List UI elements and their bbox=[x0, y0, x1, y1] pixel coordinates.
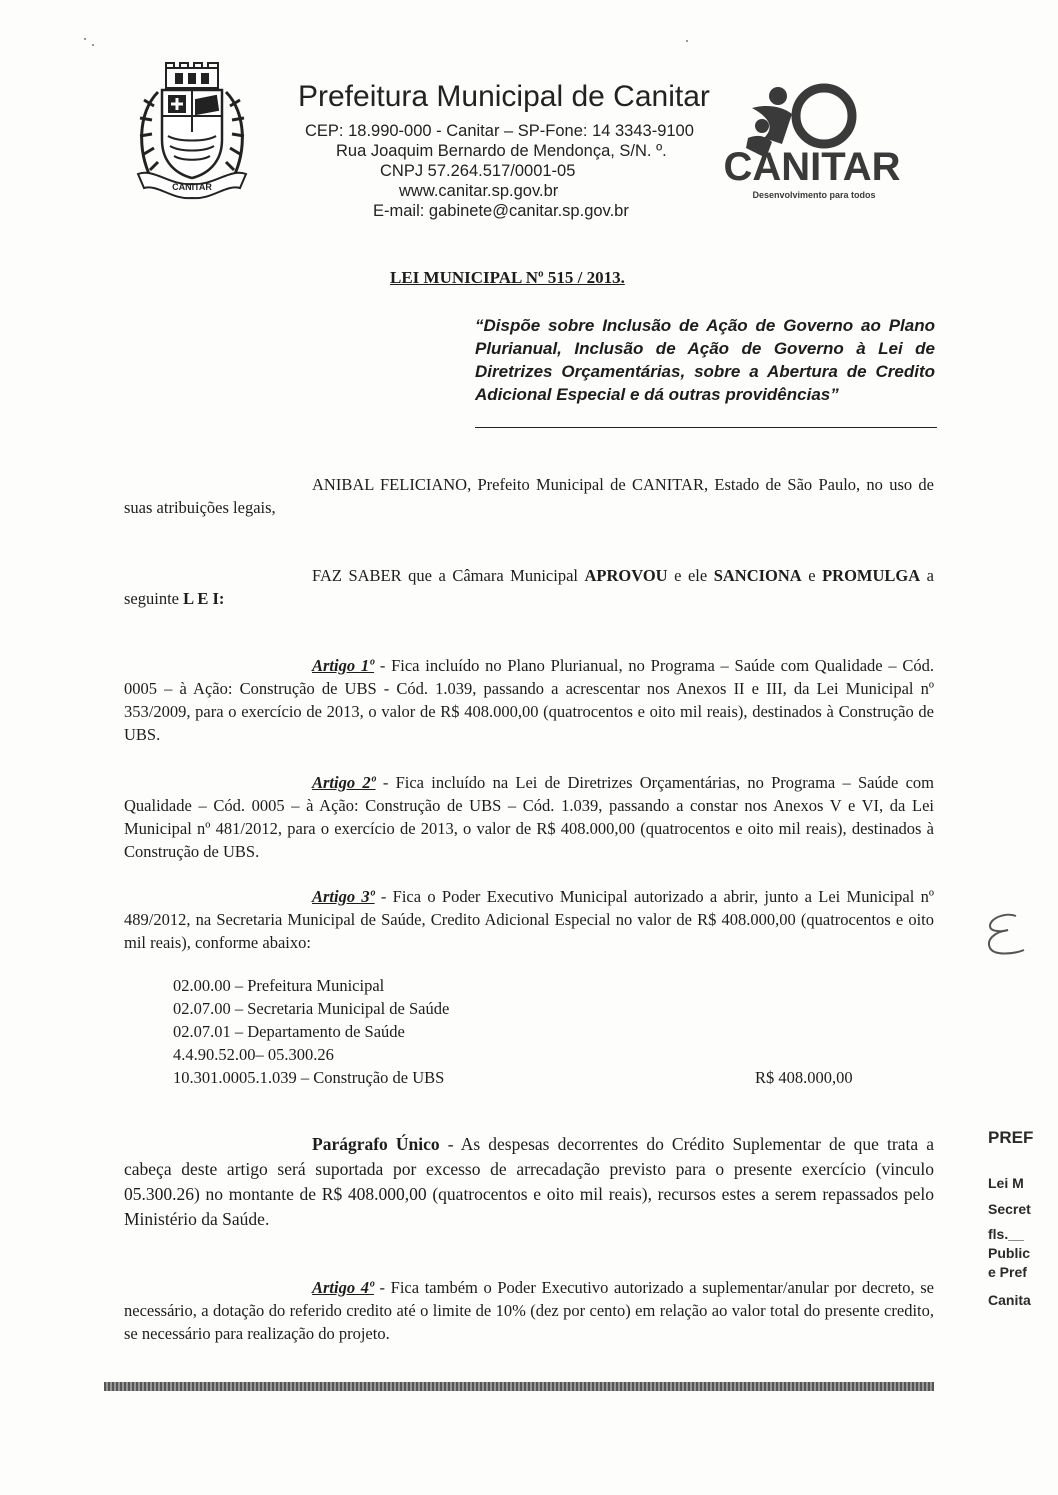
budget-row: 02.07.00 – Secretaria Municipal de Saúde bbox=[173, 999, 450, 1018]
budget-row: 02.07.01 – Departamento de Saúde bbox=[173, 1022, 405, 1041]
scan-speck bbox=[84, 38, 86, 40]
scan-speck bbox=[686, 40, 688, 42]
coat-of-arms-icon bbox=[128, 62, 256, 202]
budget-row: 02.00.00 – Prefeitura Municipal bbox=[173, 976, 385, 995]
article-1: Artigo 1º - Fica incluído no Plano Plurianual, no Programa – Saúde com Qualidade – Cód. 0005 – à Ação: Construção de UBS - Cód. 1.039, passando a acrescentar nos Anexos II e III, da Lei Municipal nº 353/2009, para o exercício de 2013, o valor de R$ 408.000,00 (quatrocentos e oito mil reais), destinados à Construção de UBS. bbox=[124, 656, 935, 744]
side-fragment: fls.__ bbox=[988, 1226, 1024, 1242]
article-3: Artigo 3º - Fica o Poder Executivo Municipal autorizado a abrir, junto a Lei Municipal nº 489/2012, na Secretaria Municipal de Saúde, Credito Adicional Especial no valor de R$ 408.000,00 (quatrocentos e oito mil reais), conforme abaixo: bbox=[124, 887, 934, 952]
preamble-faz-saber: FAZ SABER que a Câmara Municipal APROVOU e ele SANCIONA e PROMULGA a seguinte L E I: bbox=[124, 566, 934, 608]
header-title: Prefeitura Municipal de Canitar bbox=[298, 80, 710, 113]
header-website-line: www.canitar.sp.gov.br bbox=[399, 182, 559, 200]
svg-text:CANITAR: CANITAR bbox=[172, 182, 212, 192]
side-fragment: e Pref bbox=[988, 1264, 1027, 1280]
ementa-underline bbox=[475, 427, 937, 428]
canitar-logo bbox=[722, 82, 902, 212]
logo-wordmark: CANITAR bbox=[723, 145, 901, 189]
budget-allocation-list bbox=[173, 974, 873, 1089]
side-fragment: Lei M bbox=[988, 1175, 1024, 1191]
side-fragment: Public bbox=[988, 1245, 1031, 1261]
logo-slogan: Desenvolvimento para todos bbox=[752, 190, 876, 200]
side-fragment: Secret bbox=[988, 1201, 1031, 1217]
article-2: Artigo 2º - Fica incluído na Lei de Diretrizes Orçamentárias, no Programa – Saúde com Qualidade – Cód. 0005 – à Ação: Construção de UBS – Cód. 1.039, passando a constar nos Anexos V e VI, da Lei Municipal nº 481/2012, para o exercício de 2013, o valor de R$ 408.000,00 (quatrocentos e oito mil reais), destinados à Construção de UBS. bbox=[124, 773, 934, 861]
law-ementa: “Dispõe sobre Inclusão de Ação de Governo ao Plano Plurianual, Inclusão de Ação de Governo à Lei de Diretrizes Orçamentárias, sobre a Abertura de Credito Adicional Especial e dá outras providências” bbox=[475, 316, 935, 404]
preamble-mayor: ANIBAL FELICIANO, Prefeito Municipal de CANITAR, Estado de São Paulo, no uso de suas atribuições legais, bbox=[124, 475, 934, 517]
header-cep-line: CEP: 18.990-000 - Canitar – SP-Fone: 14 3343-9100 bbox=[305, 122, 694, 140]
article-2-label: Artigo 2º bbox=[312, 773, 376, 792]
budget-amount: R$ 408.000,00 bbox=[755, 1068, 853, 1087]
side-fragment: Canita bbox=[988, 1292, 1031, 1308]
header-cnpj-line: CNPJ 57.264.517/0001-05 bbox=[380, 162, 576, 180]
header-address-line: Rua Joaquim Bernardo de Mendonça, S/N. º. bbox=[336, 142, 667, 160]
budget-row: 10.301.0005.1.039 – Construção de UBS R$ 408.000,00 bbox=[173, 1068, 853, 1087]
article-4-label: Artigo 4º bbox=[312, 1278, 374, 1297]
footer-bar bbox=[104, 1382, 934, 1391]
article-4: Artigo 4º - Fica também o Poder Executivo autorizado a suplementar/anular por decreto, se necessário, a dotação do referido credito até o limite de 10% (dez por cento) em relação ao valor total do presente credito, se necessário para realização do projeto. bbox=[124, 1278, 934, 1343]
article-1-label: Artigo 1º bbox=[312, 656, 375, 675]
law-title: LEI MUNICIPAL Nº 515 / 2013. bbox=[390, 268, 625, 287]
article-3-label: Artigo 3º bbox=[312, 887, 375, 906]
paragrafo-unico: Parágrafo Único - As despesas decorrentes do Crédito Suplementar de que trata a cabeça deste artigo será suportada por excesso de arrecadação previsto para o presente exercício (vinculo 05.300.26) no montante de R$ 408.000,00 (quatrocentos e oito mil reais), recursos estes a serem repassados pelo Ministério da Saúde. bbox=[124, 1134, 934, 1229]
paragrafo-unico-label: Parágrafo Único bbox=[312, 1134, 440, 1154]
handwritten-mark bbox=[982, 908, 1030, 958]
scan-speck bbox=[92, 44, 94, 46]
side-fragment: PREF bbox=[988, 1128, 1034, 1147]
budget-row: 4.4.90.52.00– 05.300.26 bbox=[173, 1045, 334, 1064]
header-email-line: E-mail: gabinete@canitar.sp.gov.br bbox=[373, 202, 629, 220]
